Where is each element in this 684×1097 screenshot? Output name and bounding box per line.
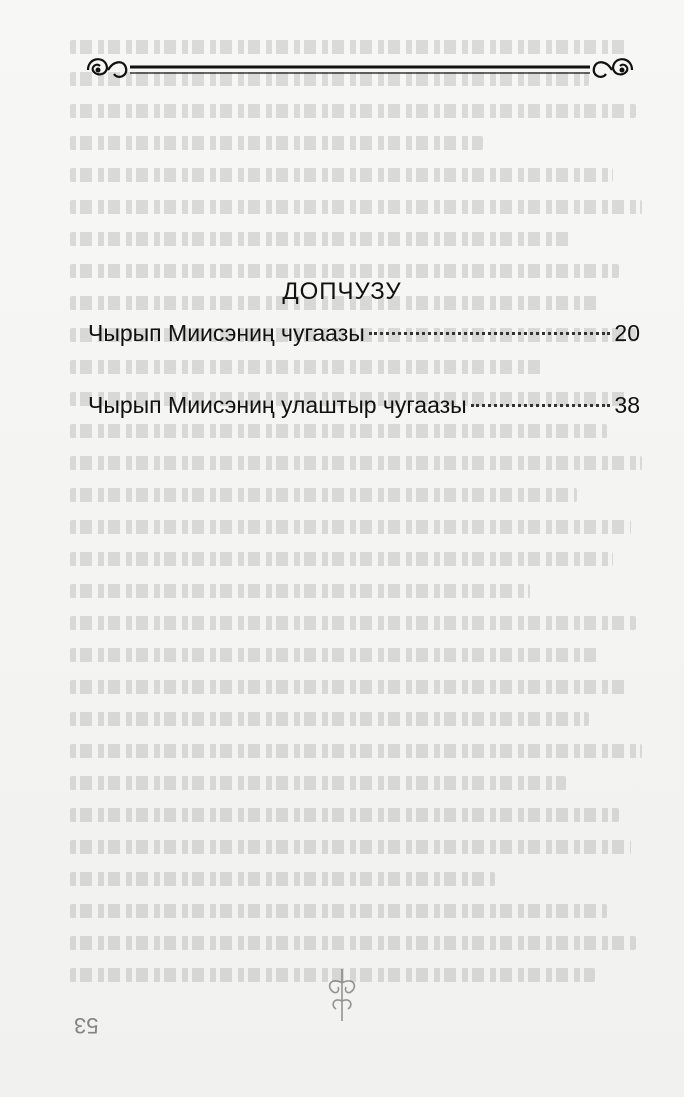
toc-leader-dots [471, 403, 611, 407]
toc-entry[interactable] [88, 390, 640, 420]
vine-ornament-icon [320, 965, 364, 1025]
toc-leader-dots [369, 331, 611, 335]
toc-entry-title: Чырып Миисэниң улаштыр чугаазы [88, 392, 467, 418]
swirl-ornament-icon [80, 50, 640, 90]
toc-entry-page: 38 [614, 392, 640, 418]
table-of-contents [88, 318, 640, 462]
toc-entry[interactable] [88, 318, 640, 348]
toc-entry-page: 20 [614, 320, 640, 346]
toc-heading: ДОПЧУЗУ [282, 278, 402, 305]
toc-entry-title: Чырып Миисэниң чугаазы [88, 320, 365, 346]
bleed-through-text [70, 40, 660, 1000]
page-number: 53 [74, 1013, 99, 1038]
